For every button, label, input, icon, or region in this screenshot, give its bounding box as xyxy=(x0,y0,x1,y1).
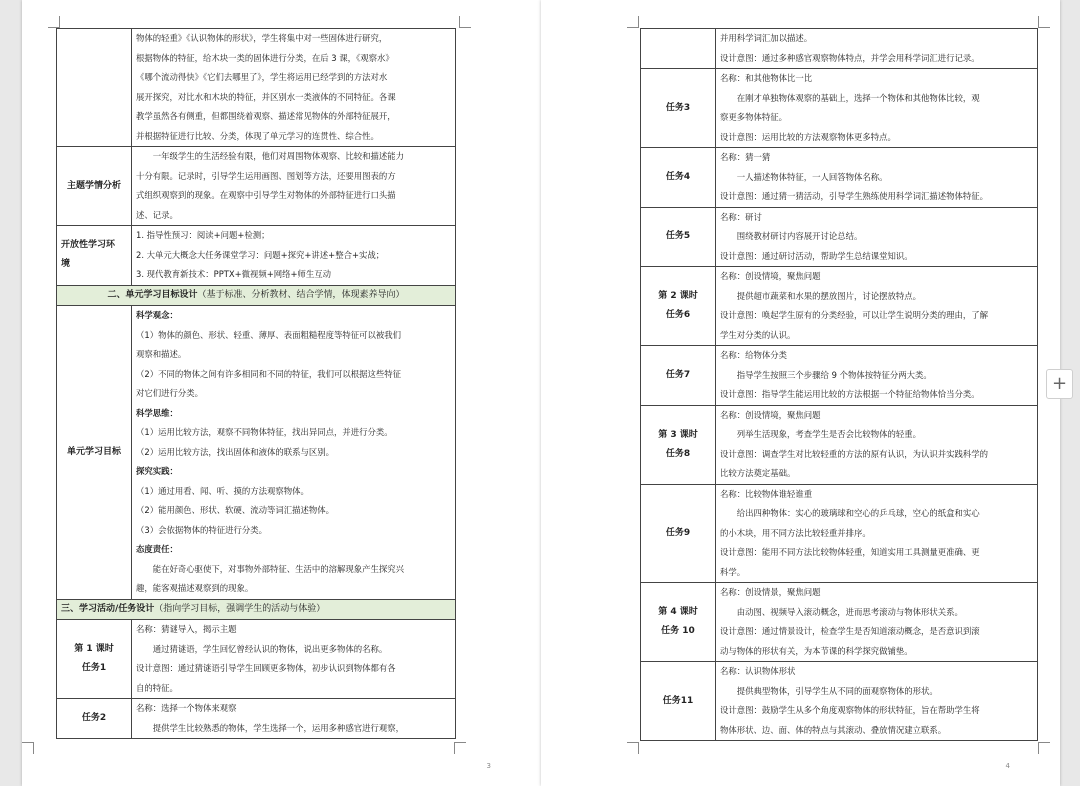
unit-overview-cell: 物体的轻重》《认识物体的形状》，学生将集中对一些固体进行研究， 根据物体的特征，给木块一类的固体进行分类，在后 3 课，《观察水》 《哪个流动得快》《它们去哪里了》，学生将运用已经学到的方法对水 展开探究，对比水和木块的特征，并区别水一类液体的不同特征。各课 教学虽然各有侧重，但都围绕着观察、描述常见物体的外部特征展开， 并根据特征进行比较、分类，体现了单元学习的连贯性、综合性。 xyxy=(132,29,456,147)
crop-mark xyxy=(48,16,60,28)
table-row xyxy=(57,699,456,739)
task-cell: 名称：认识物体形状 提供典型物体，引导学生从不同的面观察物体的形状。 设计意图：鼓励学生从多个角度观察物体的形状特征，旨在帮助学生将 物体形状、边、面、体的特点与其滚动、叠放情况建立联系。 xyxy=(716,662,1038,741)
task-cell: 并用科学词汇加以描述。 设计意图：通过多种感官观察物体特点，并学会用科学词汇进行记录。 xyxy=(716,29,1038,69)
crop-mark xyxy=(627,16,639,28)
document-page-3 xyxy=(22,0,541,786)
row-label: 任务9 xyxy=(641,484,716,583)
table-row xyxy=(641,484,1038,583)
table-row xyxy=(641,69,1038,148)
row-label: 任务5 xyxy=(641,207,716,267)
table-row xyxy=(641,662,1038,741)
table-row xyxy=(57,29,456,147)
table-row xyxy=(57,306,456,600)
row-label: 任务2 xyxy=(57,699,132,739)
task-cell: 名称：选择一个物体来观察 提供学生比较熟悉的物体，学生选择一个，运用多种感官进行观察， xyxy=(132,699,456,739)
table-row xyxy=(641,346,1038,406)
row-label: 第 1 课时 任务1 xyxy=(57,620,132,699)
task-cell: 名称：创设情境，聚焦问题 提供超市蔬菜和水果的摆放图片，讨论摆放特点。 设计意图：唤起学生原有的分类经验，可以让学生说明分类的理由，了解 学生对分类的认识。 xyxy=(716,267,1038,346)
row-label: 单元学习目标 xyxy=(57,306,132,600)
add-page-button[interactable]: + xyxy=(1046,369,1073,399)
row-label: 任务7 xyxy=(641,346,716,406)
table-row xyxy=(641,583,1038,662)
table-row xyxy=(57,285,456,306)
row-label: 任务11 xyxy=(641,662,716,741)
table-row xyxy=(57,599,456,620)
section-heading: 三、学习活动/任务设计（指向学习目标，强调学生的活动与体验） xyxy=(57,599,456,620)
goals-cell: 科学观念： （1）物体的颜色、形状、轻重、薄厚、表面粗糙程度等特征可以被我们 观察和描述。 （2）不同的物体之间有许多相同和不同的特征，我们可以根据这些特征 对它们进行分类。 科学思维： （1）运用比较方法，观察不同物体特征，找出异同点，并进行分类。 （2）运用比较方法，找出固体和液体的联系与区别。 探究实践： （1）通过用看、闻、听、摸的方法观察物体。 （2）能用颜色、形状、软硬、流动等词汇描述物体。 （3）会依据物体的特征进行分类。 态度责任： 能在好奇心驱使下，对事物外部特征、生活中的溶解现象产生探究兴 趣，能客观描述观察到的现象。 xyxy=(132,306,456,600)
row-label: 第 2 课时 任务6 xyxy=(641,267,716,346)
section-heading: 二、单元学习目标设计（基于标准、分析教材、结合学情，体现素养导向） xyxy=(57,285,456,306)
row-label: 任务3 xyxy=(641,69,716,148)
task-cell: 名称：创设情景，聚焦问题 由动图、视频导入滚动概念，进而思考滚动与物体形状关系。 设计意图：通过情景设计，检查学生是否知道滚动概念，是否意识到滚 动与物体的形状有关，为本节课的科学探究做铺垫。 xyxy=(716,583,1038,662)
table-row xyxy=(57,620,456,699)
table-row xyxy=(641,405,1038,484)
env-cell: 1. 指导性预习：阅读+问题+检测； 2. 大单元大概念大任务课堂学习：问题+探究+讲述+整合+实战； 3. 现代教育新技术：PPTX+微视频+网络+师生互动 xyxy=(132,226,456,286)
row-label: 第 4 课时 任务 10 xyxy=(641,583,716,662)
task-cell: 名称：猜一猜 一人描述物体特征，一人回答物体名称。 设计意图：通过猜一猜活动，引导学生熟练使用科学词汇描述物体特征。 xyxy=(716,148,1038,208)
task-cell: 名称：创设情境，聚焦问题 列举生活现象，考查学生是否会比较物体的轻重。 设计意图：调查学生对比较轻重的方法的原有认识，为认识并实践科学的 比较方法奠定基础。 xyxy=(716,405,1038,484)
crop-mark xyxy=(1038,16,1050,28)
task-cell: 名称：和其他物体比一比 在刚才单独物体观察的基础上，选择一个物体和其他物体比较，观 察更多物体特征。 设计意图：运用比较的方法观察物体更多特点。 xyxy=(716,69,1038,148)
crop-mark xyxy=(22,742,34,754)
table-row xyxy=(641,267,1038,346)
task-cell: 名称：比较物体谁轻谁重 给出四种物体：实心的玻璃球和空心的乒乓球，空心的纸盒和实心 的小木块，用不同方法比较轻重并排序。 设计意图：能用不同方法比较物体轻重，知道实用工具测量更准确、更 科学。 xyxy=(716,484,1038,583)
table-row xyxy=(57,147,456,226)
unit-plan-table xyxy=(56,28,456,739)
row-label: 主题学情分析 xyxy=(57,147,132,226)
task-cell: 名称：研讨 围绕教材研讨内容展开讨论总结。 设计意图：通过研讨活动，帮助学生总结课堂知识。 xyxy=(716,207,1038,267)
table-row xyxy=(641,148,1038,208)
task-table xyxy=(640,28,1038,741)
table-row xyxy=(641,29,1038,69)
row-label: 第 3 课时 任务8 xyxy=(641,405,716,484)
table-row xyxy=(641,207,1038,267)
crop-mark xyxy=(454,742,466,754)
document-page-4 xyxy=(541,0,1060,786)
row-label: 任务4 xyxy=(641,148,716,208)
task-cell: 名称：猜谜导入，揭示主题 通过猜谜语，学生回忆曾经认识的物体，说出更多物体的名称。 设计意图：通过猜谜语引导学生回顾更多物体，初步认识到物体都有各 自的特征。 xyxy=(132,620,456,699)
table-row xyxy=(57,226,456,286)
row-label: 开放性学习环 境 xyxy=(57,226,132,286)
page-number: 3 xyxy=(486,762,491,770)
analysis-cell: 一年级学生的生活经验有限，他们对周围物体观察、比较和描述能力 十分有限。记录时，引导学生运用画图、图划等方法，还要用图表的方 式组织观察到的现象。在观察中引导学生对物体的外部特征进行口头描 述、记录。 xyxy=(132,147,456,226)
page-number: 4 xyxy=(1005,762,1010,770)
crop-mark xyxy=(627,742,639,754)
crop-mark xyxy=(1038,742,1050,754)
crop-mark xyxy=(459,16,471,28)
task-cell: 名称：给物体分类 指导学生按照三个步骤给 9 个物体按特征分两大类。 设计意图：指导学生能运用比较的方法根据一个特征给物体恰当分类。 xyxy=(716,346,1038,406)
